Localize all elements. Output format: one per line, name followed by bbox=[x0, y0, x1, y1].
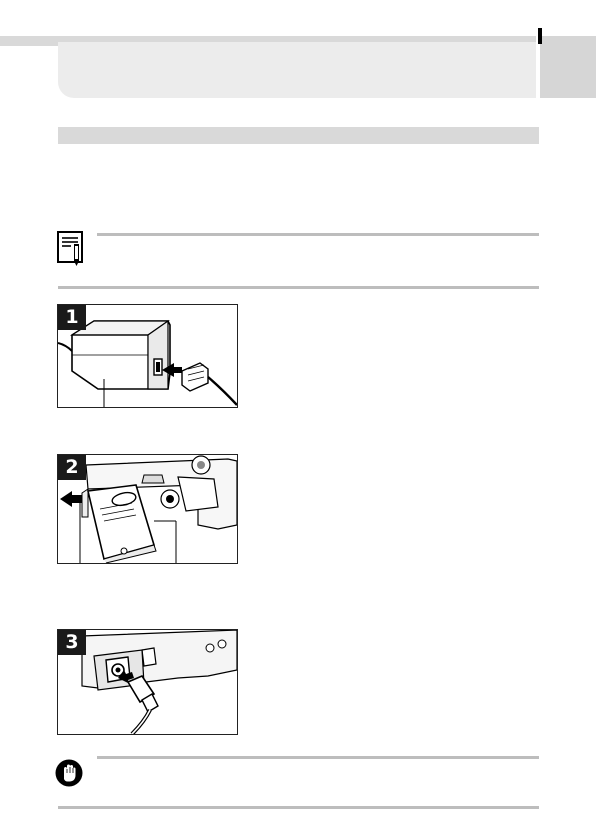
step-3-badge: 3 bbox=[58, 630, 86, 655]
step-1-figure bbox=[57, 304, 238, 408]
caution-bottom-rule bbox=[58, 806, 539, 809]
step-1-badge: 1 bbox=[58, 305, 86, 330]
caution-hand-icon bbox=[54, 758, 84, 788]
section-title-bar bbox=[58, 127, 539, 144]
header-title-box bbox=[58, 42, 536, 98]
step-2-badge: 2 bbox=[58, 455, 86, 480]
note-bottom-rule bbox=[58, 286, 539, 289]
step-3-figure bbox=[57, 629, 238, 735]
page-marker bbox=[538, 28, 542, 44]
note-top-rule bbox=[97, 233, 539, 236]
chapter-tab bbox=[540, 36, 596, 98]
step-2-figure bbox=[57, 454, 238, 564]
caution-top-rule bbox=[97, 756, 539, 759]
note-pencil-icon bbox=[57, 231, 83, 267]
